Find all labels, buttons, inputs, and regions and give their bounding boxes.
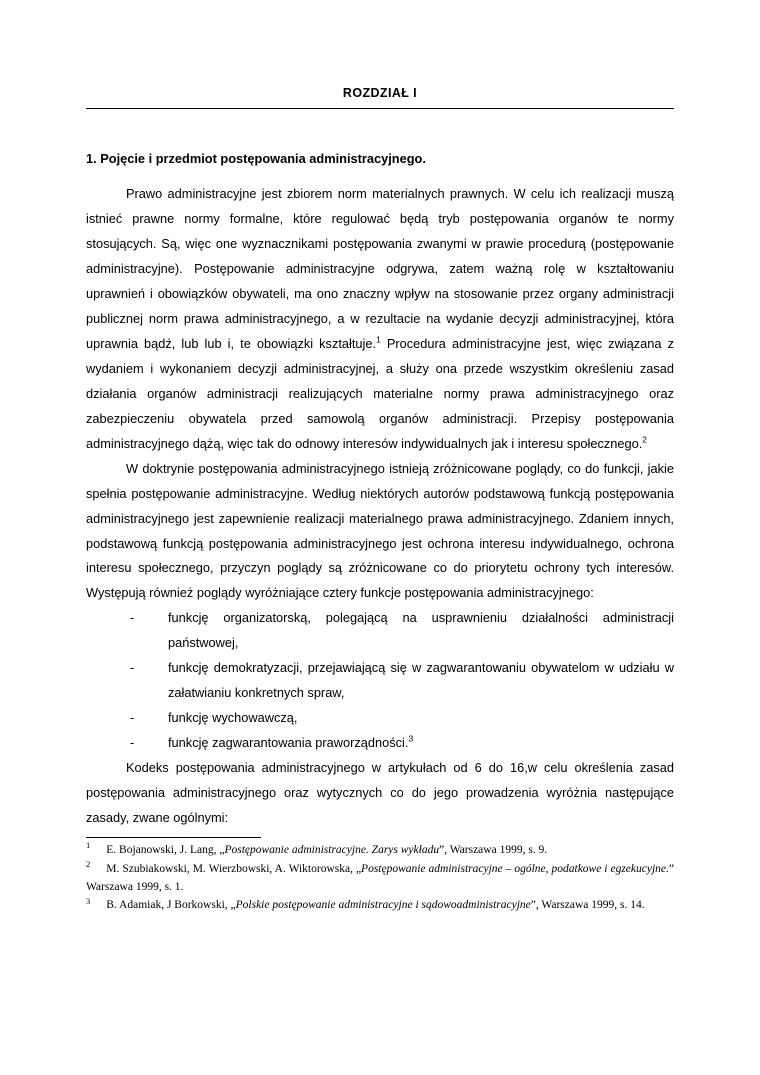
- header-divider: [86, 108, 674, 109]
- footnote-marker-1: 1: [376, 334, 381, 345]
- closing-paragraph: Kodeks postępowania administracyjnego w artykułach od 6 do 16,w celu określenia zasad postępowania administracyjnego oraz wytycznych co do jego prowadzenia wyróżnia następujące zasady, zwane ogólnymi:: [86, 760, 674, 826]
- list-item-label: funkcję zagwarantowania praworządności.: [168, 735, 409, 751]
- footnote-3-number: 3: [86, 895, 91, 906]
- footnote-3: [86, 897, 674, 915]
- list-item: [86, 731, 674, 756]
- footnote-marker-2: 2: [642, 434, 647, 445]
- footnote-3-text-end: ”, Warszawa 1999, s. 14.: [530, 899, 645, 912]
- list-item-label: funkcję organizatorską, polegającą na usprawnieniu działalności administracji państwowej,: [168, 610, 674, 651]
- list-item: [86, 706, 674, 731]
- footnote-2-text-start: M. Szubiakowski, M. Wierzbowski, A. Wiktorowska, „: [106, 862, 362, 875]
- footnote-2: [86, 858, 674, 897]
- list-item-label: funkcję wychowawczą,: [168, 710, 298, 726]
- list-bullet-dash: -: [130, 735, 135, 751]
- footnote-2-number: 2: [86, 858, 91, 869]
- list-item: [86, 656, 674, 706]
- list-item-label: funkcję demokratyzacji, przejawiającą się w zagwarantowaniu obywatelom w udziału w załatwianiu konkretnych spraw,: [168, 660, 674, 701]
- footnote-2-title: Postępowanie administracyjne – ogólne, podatkowe i egzekucyjne.: [361, 862, 669, 875]
- footnote-1-number: 1: [86, 840, 91, 851]
- list-item: [86, 606, 674, 656]
- list-bullet-dash: -: [130, 610, 135, 626]
- footnote-divider: [86, 837, 261, 838]
- footnote-marker-3: 3: [408, 733, 414, 744]
- footnotes-section: [86, 837, 674, 915]
- list-bullet-dash: -: [130, 710, 135, 726]
- footnote-2-text-end: ” Warszawa 1999, s. 1.: [86, 862, 674, 893]
- footnote-1: [86, 842, 674, 860]
- list-bullet-dash: -: [130, 660, 135, 676]
- page-header-title: ROZDZIAŁ I: [342, 86, 418, 100]
- paragraph-1: [86, 182, 674, 456]
- footnote-1-title: Postępowanie administracyjne. Zarys wykładu: [224, 843, 440, 856]
- footnote-1-text-end: ”, Warszawa 1999, s. 9.: [439, 843, 548, 856]
- paragraph-2: W doktrynie postępowania administracyjnego istnieją zróżnicowane poglądy, co do funkcji, jakie spełnia postępowanie administracyjne. Według niektórych autorów podstawową funkcją postępowania administracyjnego jest zapewnienie realizacji materialnego prawa administracyjnego. Zdaniem innych, podstawową funkcją postępowania administracyjnego jest ochrona interesu indywidualnego, ochrona interesu społecznego, przyczyn poglądy są zróżnicowane co do priorytetu ochrony tych interesów. Występują również poglądy wyróżniające cztery funkcje postępowania administracyjnego:: [86, 460, 674, 601]
- footnote-1-text-start: E. Bojanowski, J. Lang, „: [106, 843, 225, 856]
- functions-list: [86, 606, 674, 756]
- section-heading: 1. Pojęcie i przedmiot postępowania administracyjnego.: [86, 151, 426, 166]
- footnote-3-title: Polskie postępowanie administracyjne i sądowoadministracyjne: [235, 899, 531, 912]
- footnote-3-text-start: B. Adamiak, J Borkowski, „: [106, 899, 236, 912]
- paragraph-1-text-continued: Procedura administracyjne jest, więc związana z wydaniem i wykonaniem decyzji administracyjnej, a służy ona przede wszystkim określeniu zasad działania organów administracji realizujących materialne normy prawa administracyjnego oraz zabezpieczeniu obywatela przed samowolą organów administracji. Przepisy postępowania administracyjnego dążą, więc tak do odnowy interesów indywidualnych jak i interesu społecznego.: [86, 335, 674, 451]
- paragraph-1-text: Prawo administracyjne jest zbiorem norm materialnych prawnych. W celu ich realizacji muszą istnieć prawne normy formalne, które regulować będą tryb postępowania organów te normy stosujących. Są, więc one wyznacznikami postępowania zwanymi w prawie procedurą (postępowanie administracyjne). Postępowanie administracyjne odgrywa, zatem ważną rolę w kształtowaniu uprawnień i obowiązków obywateli, ma ono znaczny wpływ na stosowanie przez organy administracji publicznej norm prawa administracyjnego, a w rezultacie na wydanie decyzji administracyjnej, która uprawnia bądź, lub lub i, te obowiązki kształtuje.: [86, 186, 674, 351]
